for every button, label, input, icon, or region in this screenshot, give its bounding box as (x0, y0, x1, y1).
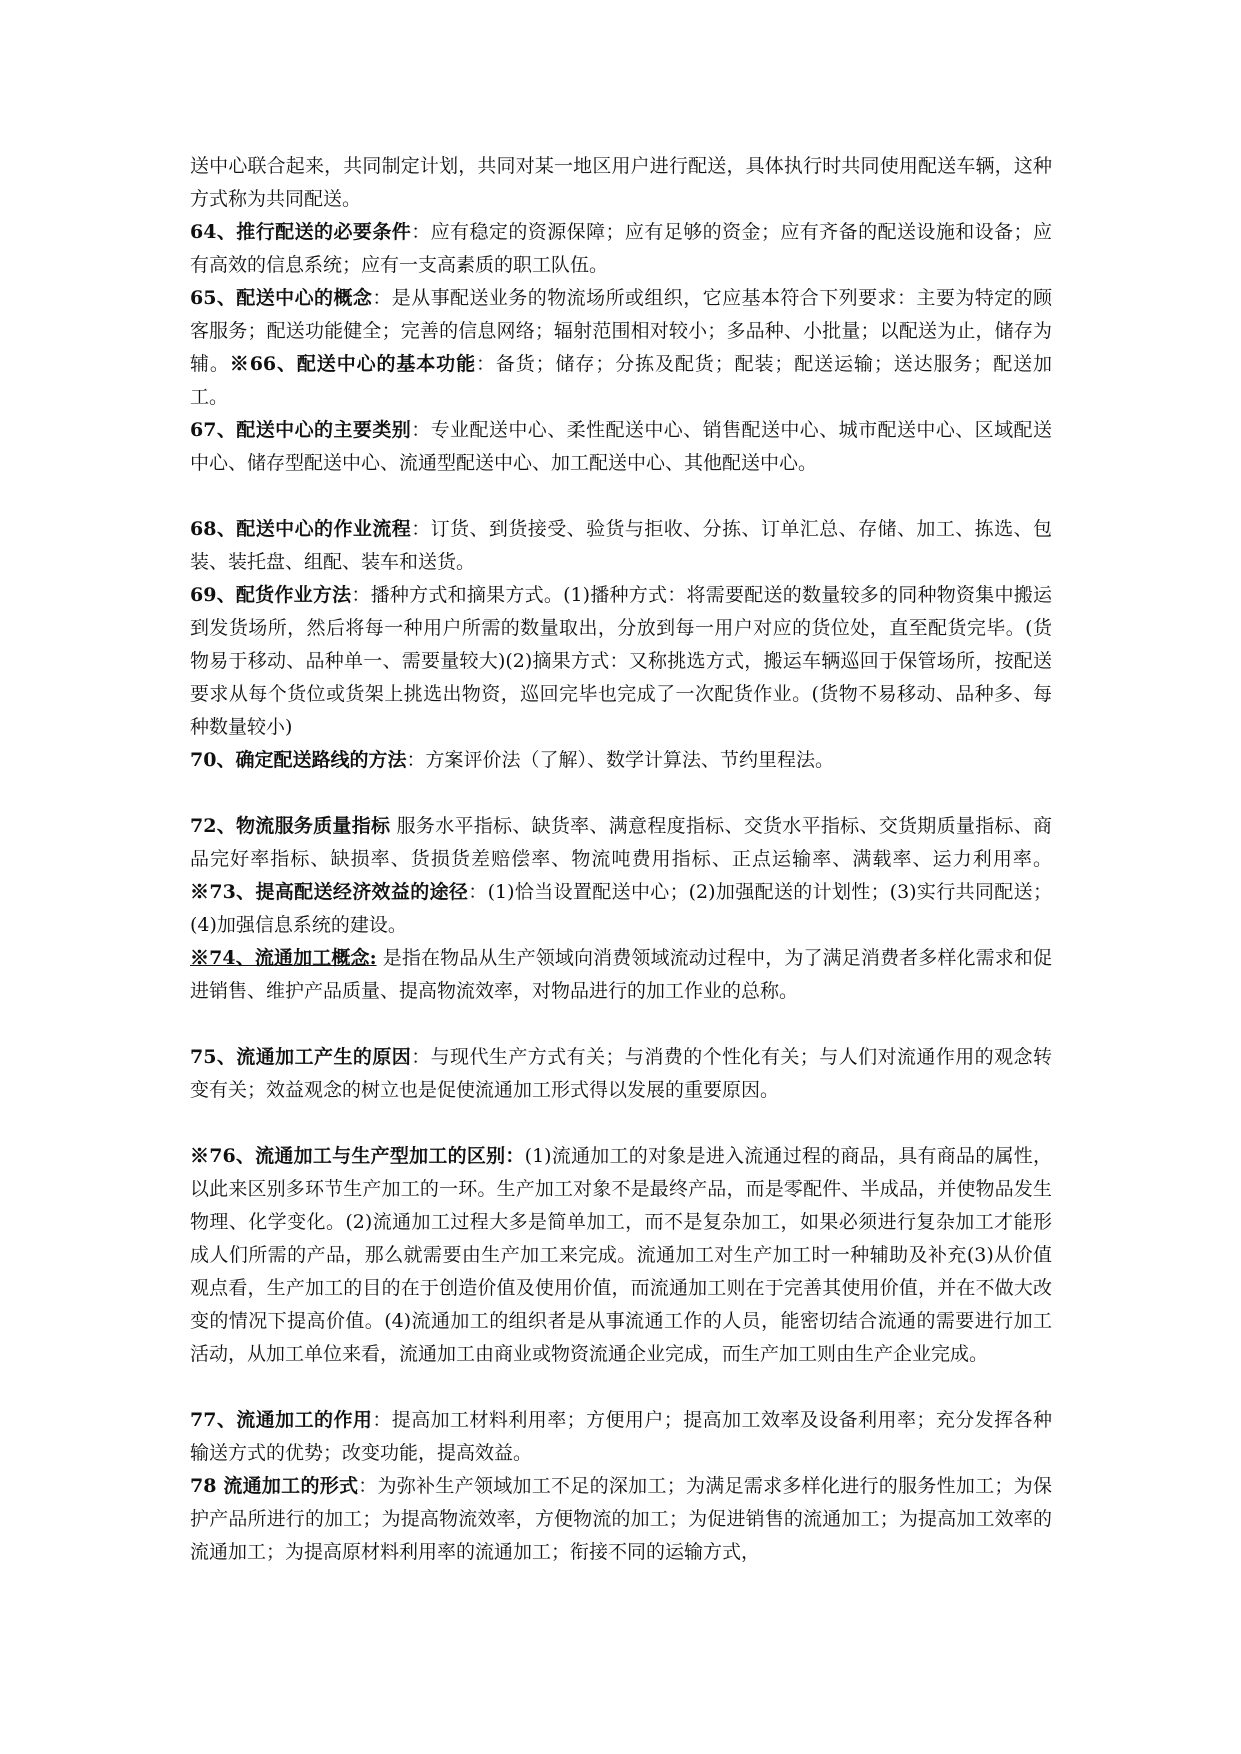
paragraph-65 (190, 282, 1052, 414)
blank-line (190, 480, 1052, 513)
paragraph-text: ：应有稳定的资源保障；应有足够的资金；应有齐备的配送设施和设备；应有高效的信息系统；应有一支高素质的职工队伍。 (190, 221, 1052, 276)
paragraph-heading: 69、配货作业方法 (190, 584, 352, 606)
paragraph-heading: ※74、流通加工概念: (190, 947, 377, 969)
blank-line (190, 1371, 1052, 1404)
paragraph-text: (1)流通加工的对象是进入流通过程的商品，具有商品的属性，以此来区别多环节生产加工的一环。生产加工对象不是最终产品，而是零配件、半成品，并使物品发生物理、化学变化。(2)流通加工过程大多是简单加工，而不是复杂加工，如果必须进行复杂加工才能形成人们所需的产品，那么就需要由生产加工来完成。流通加工对生产加工时一种辅助及补充(3)从价值观点看，生产加工的目的在于创造价值及使用价值，而流通加工则在于完善其使用价值，并在不做大改变的情况下提高价值。(4)流通加工的组织者是从事流通工作的人员，能密切结合流通的需要进行加工活动，从加工单位来看，流通加工由商业或物资流通企业完成，而生产加工则由生产企业完成。 (190, 1145, 1052, 1365)
paragraph-heading: ※76、流通加工与生产型加工的区别： (190, 1145, 525, 1167)
paragraph-heading: 67、配送中心的主要类别 (190, 419, 412, 441)
paragraph-75 (190, 1041, 1052, 1107)
document-page (190, 150, 1052, 1569)
paragraph-68 (190, 513, 1052, 579)
paragraph-64 (190, 216, 1052, 282)
paragraph-text: ：专业配送中心、柔性配送中心、销售配送中心、城市配送中心、区域配送中心、储存型配送中心、流通型配送中心、加工配送中心、其他配送中心。 (190, 419, 1052, 474)
paragraph-heading: 72、物流服务质量指标 (190, 815, 391, 837)
paragraph-text: 是指在物品从生产领域向消费领域流动过程中，为了满足消费者多样化需求和促进销售、维护产品质量、提高物流效率，对物品进行的加工作业的总称。 (190, 947, 1052, 1002)
paragraph-77 (190, 1404, 1052, 1470)
paragraph-heading-73: ※73、提高配送经济效益的途径 (190, 881, 469, 903)
paragraph-heading: 70、确定配送路线的方法 (190, 749, 407, 771)
paragraph-text: ：为弥补生产领域加工不足的深加工；为满足需求多样化进行的服务性加工；为保护产品所进行的加工；为提高物流效率，方便物流的加工；为促进销售的流通加工；为提高加工效率的流通加工；为提高原材料利用率的流通加工；衔接不同的运输方式， (190, 1475, 1052, 1563)
paragraph-heading: 64、推行配送的必要条件 (190, 221, 412, 243)
paragraph-heading: 68、配送中心的作业流程 (190, 518, 412, 540)
paragraph-text: ：提高加工材料利用率；方便用户；提高加工效率及设备利用率；充分发挥各种输送方式的优势；改变功能，提高效益。 (190, 1409, 1052, 1464)
paragraph-heading: 77、流通加工的作用 (190, 1409, 373, 1431)
paragraph-text: ：订货、到货接受、验货与拒收、分拣、订单汇总、存储、加工、拣选、包装、装托盘、组配、装车和送货。 (190, 518, 1052, 573)
paragraph-text: 服务水平指标、缺货率、满意程度指标、交货水平指标、交货期质量指标、商品完好率指标、缺损率、货损货差赔偿率、物流吨费用指标、正点运输率、满载率、运力利用率。 (190, 815, 1052, 870)
paragraph-text-66: ：备货；储存；分拣及配货；配装；配送运输；送达服务；配送加工。 (190, 353, 1052, 408)
paragraph-70 (190, 744, 1052, 777)
blank-line (190, 777, 1052, 810)
paragraph-joint-delivery-continued (190, 150, 1052, 216)
paragraph-heading-66: ※66、配送中心的基本功能 (229, 353, 476, 375)
paragraph-69 (190, 579, 1052, 744)
paragraph-text: ：是从事配送业务的物流场所或组织，它应基本符合下列要求：主要为特定的顾客服务；配送功能健全；完善的信息网络；辐射范围相对较小；多品种、小批量；以配送为止，储存为辅。 (190, 287, 1052, 375)
blank-line (190, 1107, 1052, 1140)
paragraph-heading: 78 流通加工的形式 (190, 1475, 359, 1497)
blank-line (190, 1008, 1052, 1041)
paragraph-text: ：与现代生产方式有关；与消费的个性化有关；与人们对流通作用的观念转变有关；效益观念的树立也是促使流通加工形式得以发展的重要原因。 (190, 1046, 1052, 1101)
paragraph-heading: 75、流通加工产生的原因 (190, 1046, 412, 1068)
paragraph-heading: 65、配送中心的概念 (190, 287, 373, 309)
paragraph-text: ：播种方式和摘果方式。(1)播种方式：将需要配送的数量较多的同种物资集中搬运到发货场所，然后将每一种用户所需的数量取出，分放到每一用户对应的货位处，直至配货完毕。(货物易于移动、品种单一、需要量较大)(2)摘果方式：又称挑选方式，搬运车辆巡回于保管场所，按配送要求从每个货位或货架上挑选出物资，巡回完毕也完成了一次配货作业。(货物不易移动、品种多、每种数量较小) (190, 584, 1052, 738)
paragraph-text: ：方案评价法（了解）、数学计算法、节约里程法。 (406, 749, 834, 771)
paragraph-text-73: ：(1)恰当设置配送中心；(2)加强配送的计划性；(3)实行共同配送；(4)加强信息系统的建设。 (190, 881, 1052, 936)
paragraph-67 (190, 414, 1052, 480)
paragraph-74 (190, 942, 1052, 1008)
paragraph-78 (190, 1470, 1052, 1569)
paragraph-72 (190, 810, 1052, 942)
paragraph-text: 送中心联合起来，共同制定计划，共同对某一地区用户进行配送，具体执行时共同使用配送车辆，这种方式称为共同配送。 (190, 155, 1052, 210)
paragraph-76 (190, 1140, 1052, 1371)
